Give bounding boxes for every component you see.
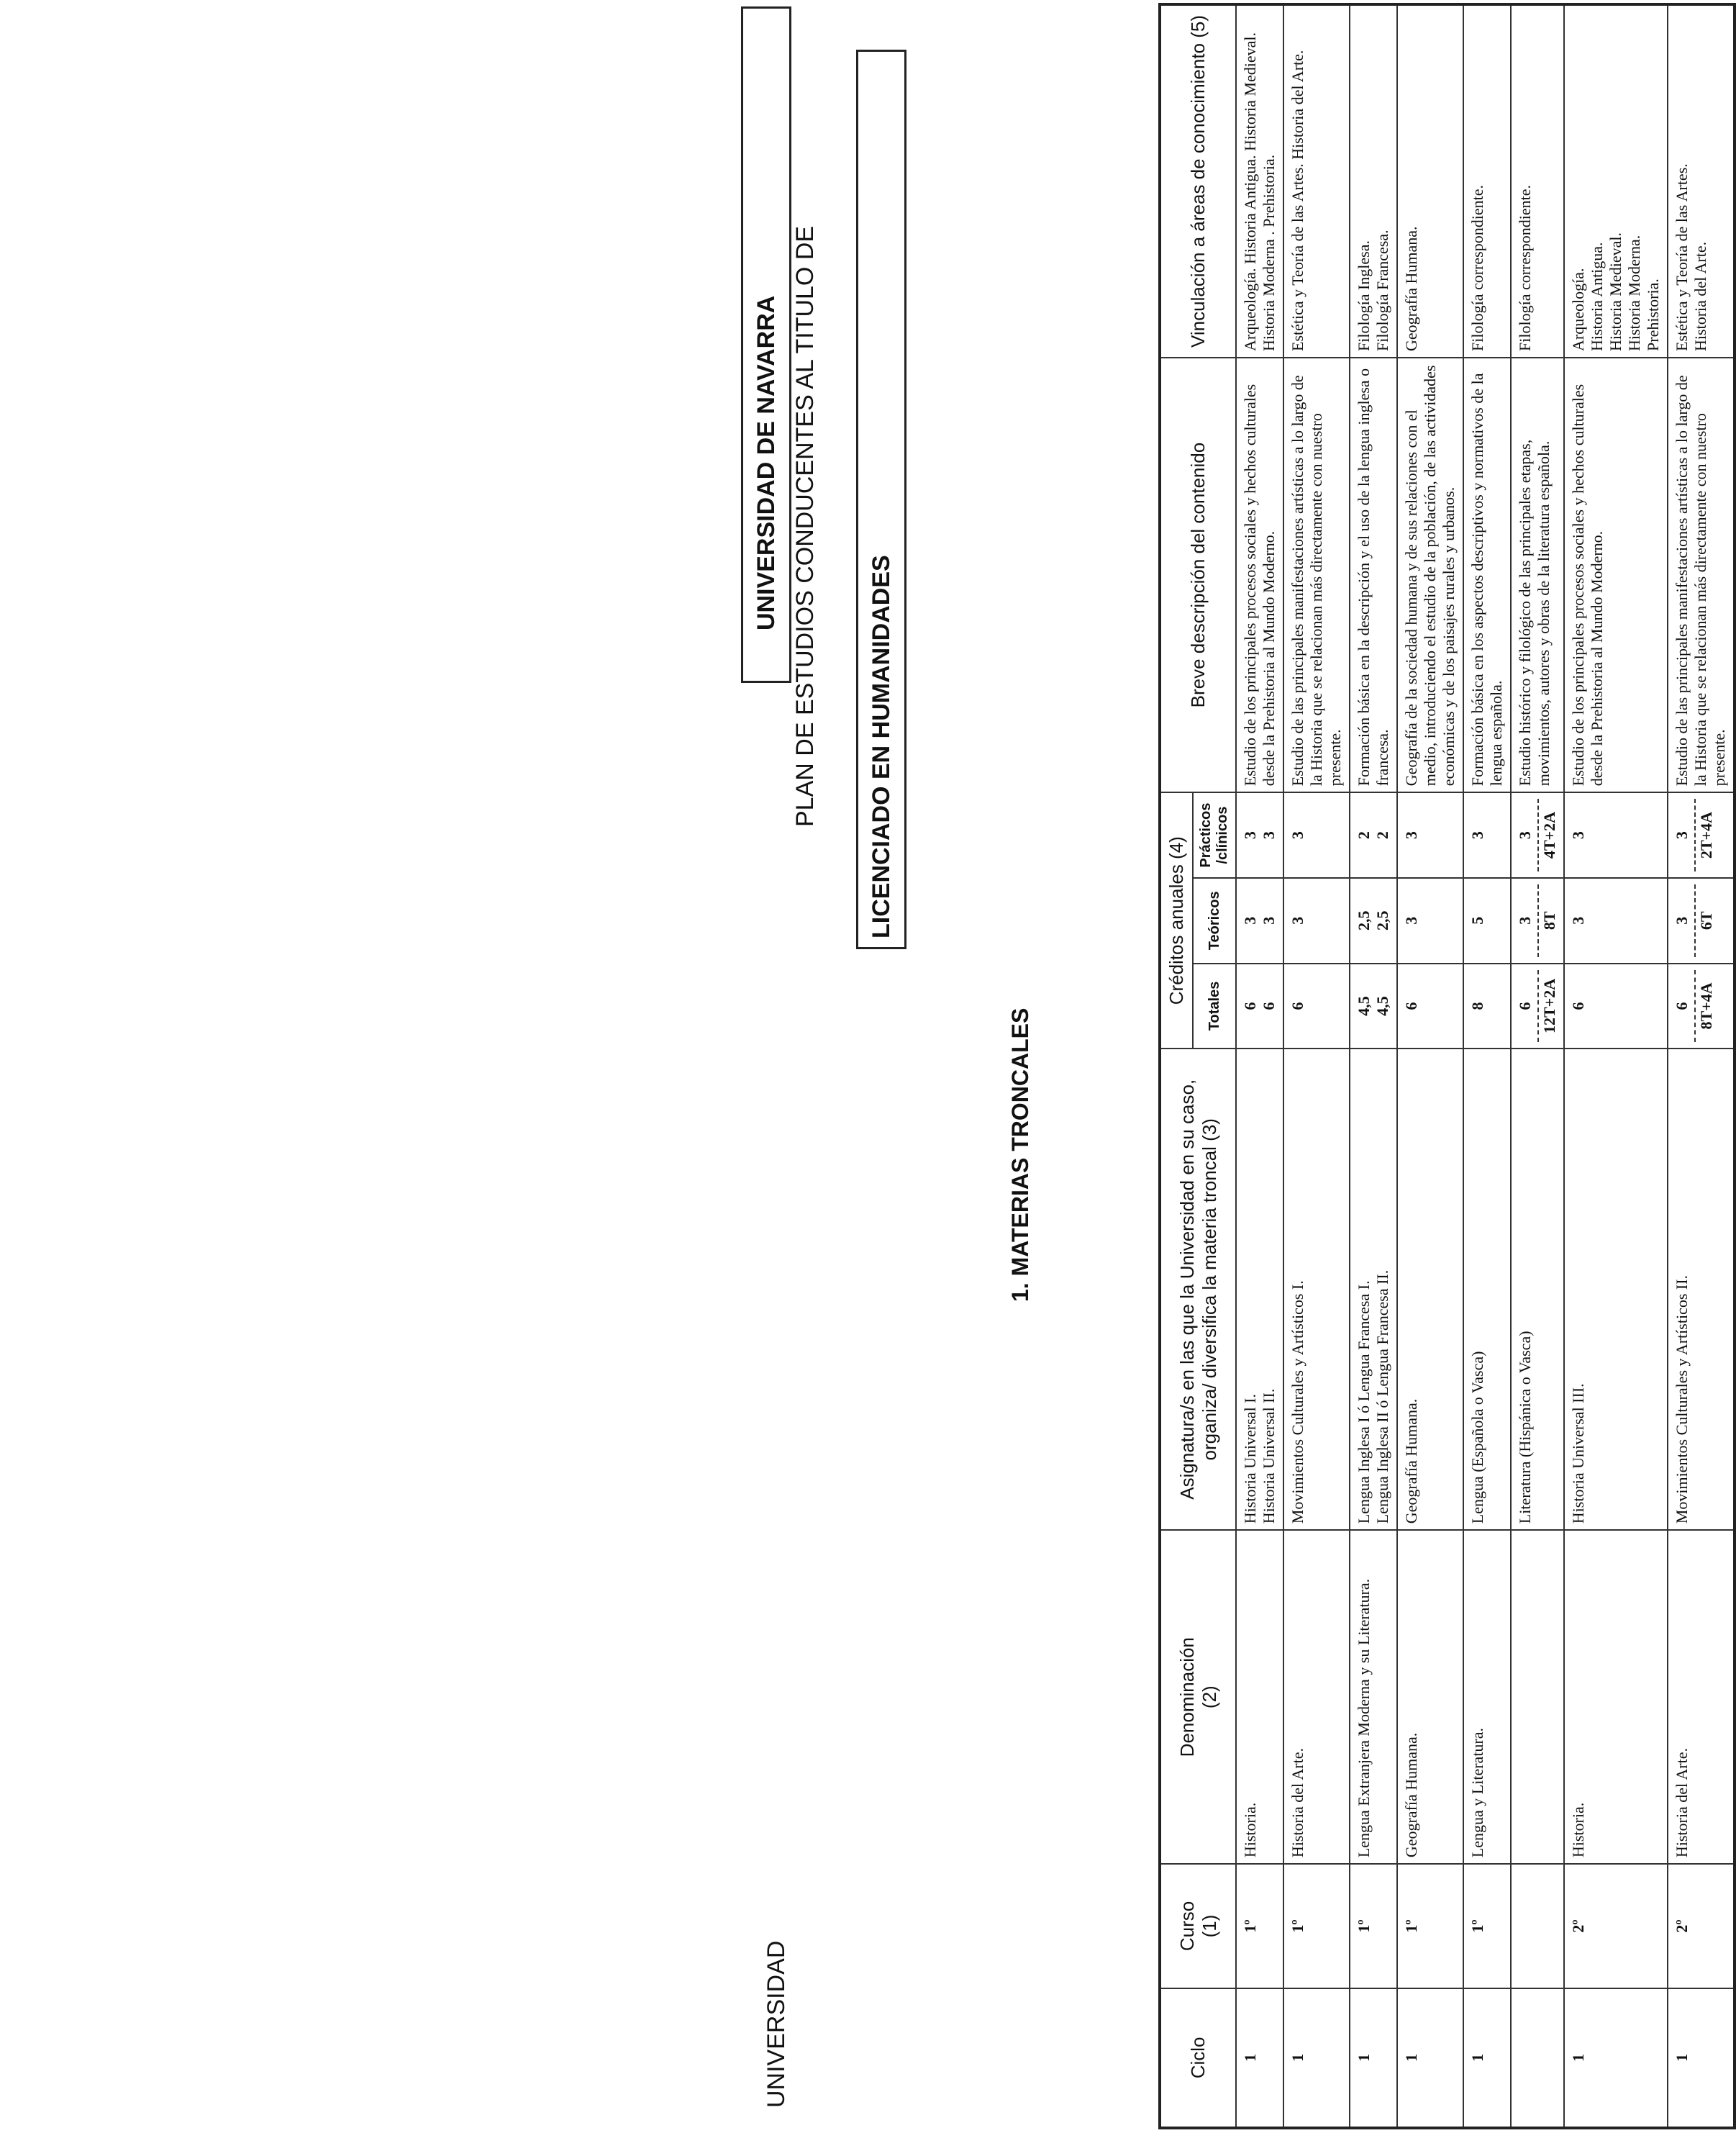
table-row bbox=[1283, 4, 1350, 2128]
cell-vinculacion-text: Filología correspondiente. bbox=[1468, 185, 1486, 351]
cell-asignaturas bbox=[1236, 1049, 1283, 1530]
cell-asignaturas bbox=[1283, 1049, 1350, 1530]
cell-totales bbox=[1564, 964, 1668, 1049]
cell-curso-text: 1º bbox=[1402, 1919, 1420, 1933]
cell-totales bbox=[1236, 964, 1283, 1049]
cell-practicos bbox=[1463, 792, 1511, 878]
cell-descripcion bbox=[1463, 358, 1511, 792]
cell-descripcion bbox=[1236, 358, 1283, 792]
cell-ciclo bbox=[1564, 1988, 1668, 2128]
cell-descripcion-text: Formación básica en los aspectos descriptivos y normativos de la lengua española. bbox=[1468, 373, 1505, 787]
table-row bbox=[1236, 4, 1283, 2128]
cell-practicos bbox=[1350, 792, 1397, 878]
cell-descripcion bbox=[1397, 358, 1463, 792]
cell-practicos-subtotal: 4T+2A bbox=[1537, 799, 1559, 871]
cell-totales bbox=[1511, 964, 1564, 1049]
cell-descripcion-text: Estudio de los principales procesos sociales y hechos culturales desde la Prehistoria al Mundo Moderno. bbox=[1241, 384, 1278, 787]
cell-ciclo-text: 1 bbox=[1355, 2053, 1373, 2062]
table-row bbox=[1350, 4, 1397, 2128]
header-practicos: Prácticos /clínicos bbox=[1193, 792, 1236, 878]
cell-denominacion-text: Historia del Arte. bbox=[1673, 1748, 1691, 1858]
cell-practicos bbox=[1511, 792, 1564, 878]
cell-vinculacion-text: Arqueología. Historia Antigua. Historia Medieval. Historia Moderna . Prehistoria. bbox=[1241, 32, 1278, 351]
cell-descripcion bbox=[1283, 358, 1350, 792]
cell-totales-text: 6 bbox=[1402, 1002, 1420, 1010]
header-denominacion-label: Denominación bbox=[1176, 1637, 1198, 1757]
cell-curso bbox=[1463, 1864, 1511, 1988]
cell-ciclo-text: 1 bbox=[1241, 2053, 1259, 2062]
cell-asignaturas bbox=[1564, 1049, 1668, 1530]
cell-practicos bbox=[1236, 792, 1283, 878]
cell-practicos bbox=[1283, 792, 1350, 878]
cell-descripcion-text: Estudio de las principales manifestaciones artísticas a lo largo de la Historia que se relacionan más directamente con nuestro presente. bbox=[1289, 375, 1344, 787]
header-creditos: Créditos anuales (4) bbox=[1160, 792, 1193, 1049]
cell-practicos-text: 3 bbox=[1402, 831, 1420, 840]
cell-denominacion bbox=[1668, 1530, 1735, 1864]
cell-totales-subtotal: 8T+4A bbox=[1694, 970, 1716, 1043]
cell-teoricos bbox=[1463, 878, 1511, 964]
cell-vinculacion-text: Filología Inglesa. Filología Francesa. bbox=[1355, 230, 1391, 351]
cell-denominacion bbox=[1511, 1530, 1564, 1864]
cell-descripcion bbox=[1511, 358, 1564, 792]
cell-teoricos-text: 3 bbox=[1289, 916, 1306, 925]
university-name-box: UNIVERSIDAD DE NAVARRA bbox=[741, 6, 791, 683]
header-asignaturas: Asignatura/s en las que la Universidad en su caso, organiza/ diversifica la materia troncal (3) bbox=[1160, 1049, 1236, 1530]
cell-curso-text: 2º bbox=[1569, 1919, 1587, 1933]
header-denominacion-note: (2) bbox=[1198, 1685, 1220, 1709]
cell-teoricos-subtotal: 8T bbox=[1537, 884, 1559, 957]
cell-ciclo bbox=[1511, 1988, 1564, 2128]
cell-curso-text: 1º bbox=[1355, 1919, 1373, 1933]
cell-ciclo bbox=[1397, 1988, 1463, 2128]
table-row bbox=[1463, 4, 1511, 2128]
header-curso-note: (1) bbox=[1198, 1914, 1220, 1938]
cell-asignaturas bbox=[1668, 1049, 1735, 1530]
cell-ciclo-text: 1 bbox=[1402, 2053, 1420, 2062]
header-vinculacion: Vinculación a áreas de conocimiento (5) bbox=[1160, 4, 1236, 358]
section-title: 1. MATERIAS TRONCALES bbox=[1007, 1007, 1033, 1302]
cell-practicos bbox=[1397, 792, 1463, 878]
cell-denominacion-text: Geografía Humana. bbox=[1402, 1732, 1420, 1858]
cell-teoricos bbox=[1564, 878, 1668, 964]
table-row bbox=[1564, 4, 1668, 2128]
cell-teoricos-text: 2,5 2,5 bbox=[1355, 910, 1391, 931]
cell-vinculacion bbox=[1463, 4, 1511, 358]
cell-totales-text: 4,5 4,5 bbox=[1355, 996, 1391, 1016]
cell-vinculacion-text: Estética y Teoría de las Artes. Historia del Arte. bbox=[1673, 163, 1709, 351]
cell-vinculacion bbox=[1564, 4, 1668, 358]
cell-totales-text: 6 bbox=[1289, 1002, 1306, 1010]
cell-teoricos-text: 3 bbox=[1673, 916, 1691, 925]
cell-descripcion bbox=[1564, 358, 1668, 792]
cell-vinculacion bbox=[1668, 4, 1735, 358]
cell-denominacion bbox=[1236, 1530, 1283, 1864]
header-denominacion bbox=[1160, 1530, 1236, 1864]
cell-practicos bbox=[1564, 792, 1668, 878]
cell-totales-subtotal: 12T+2A bbox=[1537, 970, 1559, 1043]
cell-teoricos bbox=[1236, 878, 1283, 964]
cell-practicos bbox=[1668, 792, 1735, 878]
cell-teoricos bbox=[1668, 878, 1735, 964]
cell-practicos-text: 3 bbox=[1468, 831, 1486, 840]
cell-totales bbox=[1350, 964, 1397, 1049]
cell-practicos-subtotal: 2T+4A bbox=[1694, 799, 1716, 871]
cell-totales-text: 6 bbox=[1673, 1002, 1691, 1010]
cell-practicos-text: 3 bbox=[1569, 831, 1587, 840]
cell-teoricos-text: 3 bbox=[1569, 916, 1587, 925]
cell-totales bbox=[1463, 964, 1511, 1049]
table-row bbox=[1668, 4, 1735, 2128]
cell-vinculacion-text: Geografía Humana. bbox=[1402, 226, 1420, 351]
degree-box: LICENCIADO EN HUMANIDADES bbox=[856, 50, 906, 949]
cell-descripcion bbox=[1350, 358, 1397, 792]
cell-teoricos bbox=[1511, 878, 1564, 964]
cell-denominacion-text: Historia del Arte. bbox=[1289, 1748, 1306, 1858]
cell-curso bbox=[1350, 1864, 1397, 1988]
cell-denominacion-text: Historia. bbox=[1241, 1802, 1259, 1858]
cell-vinculacion bbox=[1236, 4, 1283, 358]
header-curso-label: Curso bbox=[1176, 1901, 1198, 1952]
cell-practicos-text: 3 bbox=[1289, 831, 1306, 840]
cell-curso bbox=[1283, 1864, 1350, 1988]
cell-totales-text: 6 6 bbox=[1241, 1002, 1278, 1010]
cell-practicos-text: 3 3 bbox=[1241, 831, 1278, 840]
cell-denominacion bbox=[1397, 1530, 1463, 1864]
cell-ciclo-text: 1 bbox=[1673, 2053, 1691, 2062]
cell-asignaturas-text: Historia Universal III. bbox=[1569, 1383, 1587, 1524]
table-body bbox=[1236, 4, 1735, 2128]
cell-descripcion-text: Formación básica en la descripción y el uso de la lengua inglesa o francesa. bbox=[1355, 368, 1391, 787]
cell-asignaturas-text: Lengua (Española o Vasca) bbox=[1468, 1351, 1486, 1524]
cell-teoricos-subtotal: 6T bbox=[1694, 884, 1716, 957]
cell-teoricos-text: 5 bbox=[1468, 916, 1486, 925]
cell-asignaturas-text: Movimientos Culturales y Artísticos II. bbox=[1673, 1274, 1691, 1524]
cell-descripcion-text: Estudio de los principales procesos sociales y hechos culturales desde la Prehistoria al Mundo Moderno. bbox=[1569, 384, 1606, 787]
header-totales: Totales bbox=[1193, 964, 1236, 1049]
cell-descripcion-text: Estudio de las principales manifestaciones artísticas a lo largo de la Historia que se relacionan más directamente con nuestro presente. bbox=[1673, 375, 1728, 787]
cell-ciclo-text: 1 bbox=[1569, 2053, 1587, 2062]
cell-curso-text: 1º bbox=[1241, 1919, 1259, 1933]
cell-asignaturas-text: Historia Universal I. Historia Universal II. bbox=[1241, 1388, 1278, 1524]
cell-denominacion bbox=[1283, 1530, 1350, 1864]
cell-descripcion-text: Estudio histórico y filológico de las principales etapas, movimientos, autores y obras de la literatura española. bbox=[1516, 439, 1553, 787]
cell-curso-text: 1º bbox=[1468, 1919, 1486, 1933]
cell-ciclo bbox=[1236, 1988, 1283, 2128]
cell-denominacion-text: Lengua Extranjera Moderna y su Literatura. bbox=[1355, 1578, 1373, 1858]
cell-vinculacion-text: Arqueología. Historia Antigua. Historia Medieval. Historia Moderna. Prehistoria. bbox=[1569, 232, 1662, 351]
cell-asignaturas-text: Literatura (Hispánica o Vasca) bbox=[1516, 1331, 1534, 1524]
cell-practicos-text: 2 2 bbox=[1355, 831, 1391, 840]
cell-denominacion-text: Historia. bbox=[1569, 1802, 1587, 1858]
cell-totales-text: 6 bbox=[1569, 1002, 1587, 1010]
materias-troncales-table bbox=[1158, 3, 1736, 2129]
cell-denominacion bbox=[1350, 1530, 1397, 1864]
cell-practicos-text: 3 bbox=[1516, 831, 1534, 840]
cell-curso bbox=[1511, 1864, 1564, 1988]
table-row bbox=[1397, 4, 1463, 2128]
cell-descripcion-text: Geografía de la sociedad humana y de sus relaciones con el medio, introduciendo el estudio de la población, de las actividades económicas y de los paisajes rurales y urbanos. bbox=[1402, 365, 1458, 787]
cell-vinculacion-text: Filología correspondiente. bbox=[1516, 185, 1534, 351]
cell-asignaturas bbox=[1463, 1049, 1511, 1530]
header-descripcion: Breve descripción del contenido bbox=[1160, 358, 1236, 792]
cell-totales-text: 6 bbox=[1516, 1002, 1534, 1010]
cell-totales bbox=[1283, 964, 1350, 1049]
cell-teoricos bbox=[1283, 878, 1350, 964]
cell-practicos-text: 3 bbox=[1673, 831, 1691, 840]
cell-vinculacion bbox=[1350, 4, 1397, 358]
cell-teoricos-text: 3 bbox=[1402, 916, 1420, 925]
cell-curso bbox=[1668, 1864, 1735, 1988]
cell-totales bbox=[1668, 964, 1735, 1049]
cell-curso-text: 1º bbox=[1289, 1919, 1306, 1933]
cell-asignaturas-text: Movimientos Culturales y Artísticos I. bbox=[1289, 1280, 1306, 1524]
cell-asignaturas bbox=[1350, 1049, 1397, 1530]
cell-totales-text: 8 bbox=[1468, 1002, 1486, 1010]
university-label: UNIVERSIDAD bbox=[763, 1940, 790, 2108]
cell-denominacion bbox=[1564, 1530, 1668, 1864]
cell-asignaturas-text: Lengua Inglesa I ó Lengua Francesa I. Lengua Inglesa II ó Lengua Francesa II. bbox=[1355, 1269, 1391, 1524]
cell-vinculacion-text: Estética y Teoría de las Artes. Historia del Arte. bbox=[1289, 50, 1306, 351]
cell-teoricos bbox=[1350, 878, 1397, 964]
cell-teoricos bbox=[1397, 878, 1463, 964]
plan-title: PLAN DE ESTUDIOS CONDUCENTES AL TITULO DE bbox=[791, 225, 819, 827]
cell-teoricos-text: 3 3 bbox=[1241, 916, 1278, 925]
cell-descripcion bbox=[1668, 358, 1735, 792]
cell-asignaturas bbox=[1397, 1049, 1463, 1530]
cell-denominacion-text: Lengua y Literatura. bbox=[1468, 1727, 1486, 1858]
cell-vinculacion bbox=[1511, 4, 1564, 358]
cell-asignaturas-text: Geografía Humana. bbox=[1402, 1398, 1420, 1524]
cell-curso bbox=[1564, 1864, 1668, 1988]
cell-ciclo-text: 1 bbox=[1468, 2053, 1486, 2062]
cell-teoricos-text: 3 bbox=[1516, 916, 1534, 925]
cell-vinculacion bbox=[1283, 4, 1350, 358]
cell-curso bbox=[1236, 1864, 1283, 1988]
cell-ciclo-text: 1 bbox=[1289, 2053, 1306, 2062]
header-teoricos: Teóricos bbox=[1193, 878, 1236, 964]
cell-ciclo bbox=[1283, 1988, 1350, 2128]
cell-totales bbox=[1397, 964, 1463, 1049]
header-curso bbox=[1160, 1864, 1236, 1988]
cell-vinculacion bbox=[1397, 4, 1463, 358]
table-row bbox=[1511, 4, 1564, 2128]
header-ciclo: Ciclo bbox=[1160, 1988, 1236, 2128]
cell-ciclo bbox=[1350, 1988, 1397, 2128]
cell-asignaturas bbox=[1511, 1049, 1564, 1530]
cell-ciclo bbox=[1668, 1988, 1735, 2128]
cell-curso-text: 2º bbox=[1673, 1919, 1691, 1933]
cell-denominacion bbox=[1463, 1530, 1511, 1864]
cell-curso bbox=[1397, 1864, 1463, 1988]
cell-ciclo bbox=[1463, 1988, 1511, 2128]
